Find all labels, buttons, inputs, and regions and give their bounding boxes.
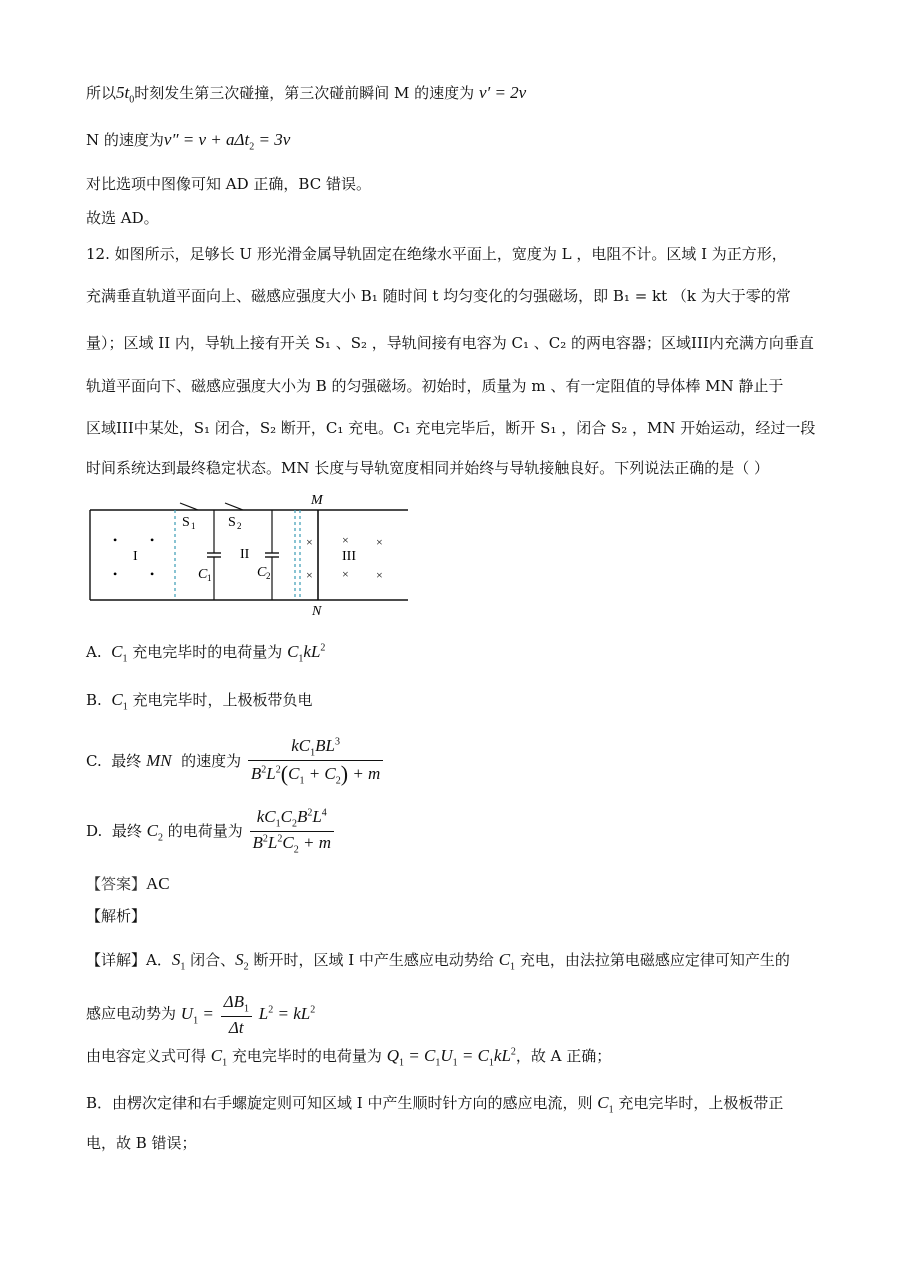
detail-line-1 bbox=[86, 951, 790, 972]
option-b-prefix: B. bbox=[86, 691, 102, 709]
label-s1: S bbox=[182, 515, 190, 530]
field-dot: • bbox=[150, 567, 155, 581]
line2-prefix: N 的速度为 bbox=[86, 131, 164, 149]
math-v-double-prime: v″ = v + aΔt$_2$ = 3v bbox=[163, 130, 291, 153]
label-m: M bbox=[311, 493, 323, 508]
answer-value: AC bbox=[146, 874, 170, 893]
label-s1-sub: 1 bbox=[191, 521, 196, 531]
switch-s1 bbox=[180, 503, 198, 510]
option-c-text2: 的速度为 bbox=[181, 751, 242, 770]
label-region-I: I bbox=[133, 549, 138, 564]
text-line-4: 故选 AD。 bbox=[86, 209, 159, 227]
math-s2: $S_2$ bbox=[235, 950, 249, 973]
option-d bbox=[86, 808, 336, 856]
option-a-text: 充电完毕时的电荷量为 bbox=[132, 643, 283, 661]
option-c-text1: 最终 bbox=[111, 751, 142, 770]
circuit-figure bbox=[80, 488, 420, 618]
math-c1: $C_1$ bbox=[498, 950, 516, 973]
detail-a-prefix: A． bbox=[146, 951, 172, 969]
option-d-text1: 最终 bbox=[111, 821, 142, 840]
detail-a-text1: 闭合、 bbox=[190, 951, 236, 969]
label-s2: S bbox=[228, 515, 236, 530]
field-cross: × bbox=[306, 535, 313, 549]
math-c1: $C_1$ bbox=[210, 1046, 228, 1069]
math-v-prime: v′ = 2v bbox=[478, 83, 527, 102]
detail-b-text: B．由楞次定律和右手螺旋定则可知区域 I 中产生顺时针方向的感应电流，则 bbox=[86, 1094, 593, 1112]
detail-a-text3: 充电，由法拉第电磁感应定律可知产生的 bbox=[519, 951, 790, 969]
option-c bbox=[86, 737, 385, 787]
fraction-emf: $\frac{\Delta B_1}{\Delta t}$ bbox=[221, 993, 252, 1036]
question-p1: 如图所示，足够长 U 形光滑金属导轨固定在绝缘水平面上，宽度为 L ，电阻不计。区域 I 为正方形， bbox=[114, 245, 787, 263]
field-dot: • bbox=[113, 533, 118, 547]
question-line-2: 充满垂直轨道平面向上、磁感应强度大小 B₁ 随时间 t 均匀变化的匀强磁场，即 B₁ = kt （k 为大于零的常 bbox=[86, 287, 791, 305]
fraction-velocity: $\frac{kC_1BL^3}{B^2L^2(C_1 + C_2) + m}$ bbox=[248, 737, 383, 787]
option-c-prefix: C. bbox=[86, 751, 102, 770]
text-line-3: 对比选项中图像可知 AD 正确，BC 错误。 bbox=[86, 175, 371, 193]
detail-cap-end: ，故 A 正确； bbox=[515, 1047, 612, 1065]
option-a bbox=[86, 643, 325, 664]
label-c2-sub: 2 bbox=[266, 571, 271, 581]
detail-line-4 bbox=[86, 1094, 783, 1115]
field-dot: • bbox=[113, 567, 118, 581]
math-c1: $C_1$ bbox=[597, 1093, 614, 1116]
label-region-III: III bbox=[342, 549, 356, 564]
question-line-1 bbox=[86, 247, 787, 262]
detail-a-text2: 断开时，区域 I 中产生感应电动势给 bbox=[253, 951, 494, 969]
option-d-prefix: D. bbox=[86, 821, 103, 840]
text-line-1 bbox=[86, 84, 526, 105]
detail-line-2 bbox=[86, 993, 315, 1036]
option-b-text: 充电完毕时，上极板带负电 bbox=[132, 691, 313, 709]
math-emf-result: $L^2 = kL^2$ bbox=[258, 1003, 316, 1023]
math-c1: $C_1$ bbox=[111, 642, 128, 665]
label-c1: C bbox=[198, 567, 208, 582]
field-cross: × bbox=[376, 568, 383, 582]
detail-cap-pre: 由电容定义式可得 bbox=[86, 1047, 207, 1065]
option-b bbox=[86, 691, 312, 712]
line1-prefix: 所以 bbox=[86, 84, 117, 102]
analysis-label: 【解析】 bbox=[86, 907, 147, 925]
question-line-5: 区域III中某处，S₁ 闭合，S₂ 断开，C₁ 充电。C₁ 充电完毕后，断开 S₁ ，闭合 S₂ ，MN 开始运动，经过一段 bbox=[86, 419, 816, 437]
answer-line bbox=[86, 875, 170, 892]
field-cross: × bbox=[342, 533, 349, 547]
detail-line-5: 电，故 B 错误； bbox=[86, 1134, 197, 1152]
math-u1: $U_1$ = bbox=[180, 1003, 214, 1027]
math-s1: $S_1$ bbox=[171, 950, 186, 973]
field-dot: • bbox=[150, 533, 155, 547]
question-line-6: 时间系统达到最终稳定状态。MN 长度与导轨宽度相同并始终与导轨接触良好。下列说法正确的是（ ） bbox=[86, 459, 770, 477]
fraction-charge: $\frac{kC_1C_2B^2L^4}{B^2L^2C_2 + m}$ bbox=[250, 808, 334, 856]
label-c1-sub: 1 bbox=[207, 573, 212, 583]
option-a-prefix: A. bbox=[86, 643, 102, 661]
text-line-2 bbox=[86, 131, 290, 152]
detail-emf-label: 感应电动势为 bbox=[86, 1004, 177, 1023]
question-line-3: 量）；区域 II 内，导轨上接有开关 S₁ 、S₂ ，导轨间接有电容为 C₁ 、C₂ 的两电容器；区域III内充满方向垂直 bbox=[86, 334, 814, 352]
detail-b-end: 充电完毕时，上极板带正 bbox=[618, 1094, 784, 1112]
math-q1: $Q_1 = C_1U_1 = C_1kL^2$ bbox=[386, 1046, 516, 1069]
detail-label: 【详解】 bbox=[86, 951, 147, 969]
field-cross: × bbox=[342, 567, 349, 581]
line1-mid: 时刻发生第三次碰撞，第三次碰前瞬间 M 的速度为 bbox=[134, 84, 475, 102]
field-cross: × bbox=[306, 568, 313, 582]
question-number: 12. bbox=[86, 245, 110, 263]
detail-line-3 bbox=[86, 1047, 611, 1068]
question-line-4: 轨道平面向下、磁感应强度大小为 B 的匀强磁场。初始时，质量为 m 、有一定阻值的导体棒 MN 静止于 bbox=[86, 377, 784, 395]
label-c2: C bbox=[257, 565, 267, 580]
switch-s2 bbox=[225, 503, 243, 510]
label-s2-sub: 2 bbox=[237, 521, 242, 531]
answer-label: 【答案】 bbox=[86, 875, 147, 893]
detail-cap-mid: 充电完毕时的电荷量为 bbox=[231, 1047, 382, 1065]
math-c1: $C_1$ bbox=[111, 690, 128, 713]
math-c1kl2: $C_1kL^2$ bbox=[287, 642, 326, 665]
math-mn: MN bbox=[146, 750, 172, 770]
label-region-II: II bbox=[240, 547, 250, 562]
field-cross: × bbox=[376, 535, 383, 549]
option-d-text2: 的电荷量为 bbox=[167, 821, 243, 840]
label-n: N bbox=[312, 604, 322, 618]
math-c2: $C_2$ bbox=[146, 820, 163, 844]
math-5t0: $5t_0$ bbox=[116, 83, 135, 106]
